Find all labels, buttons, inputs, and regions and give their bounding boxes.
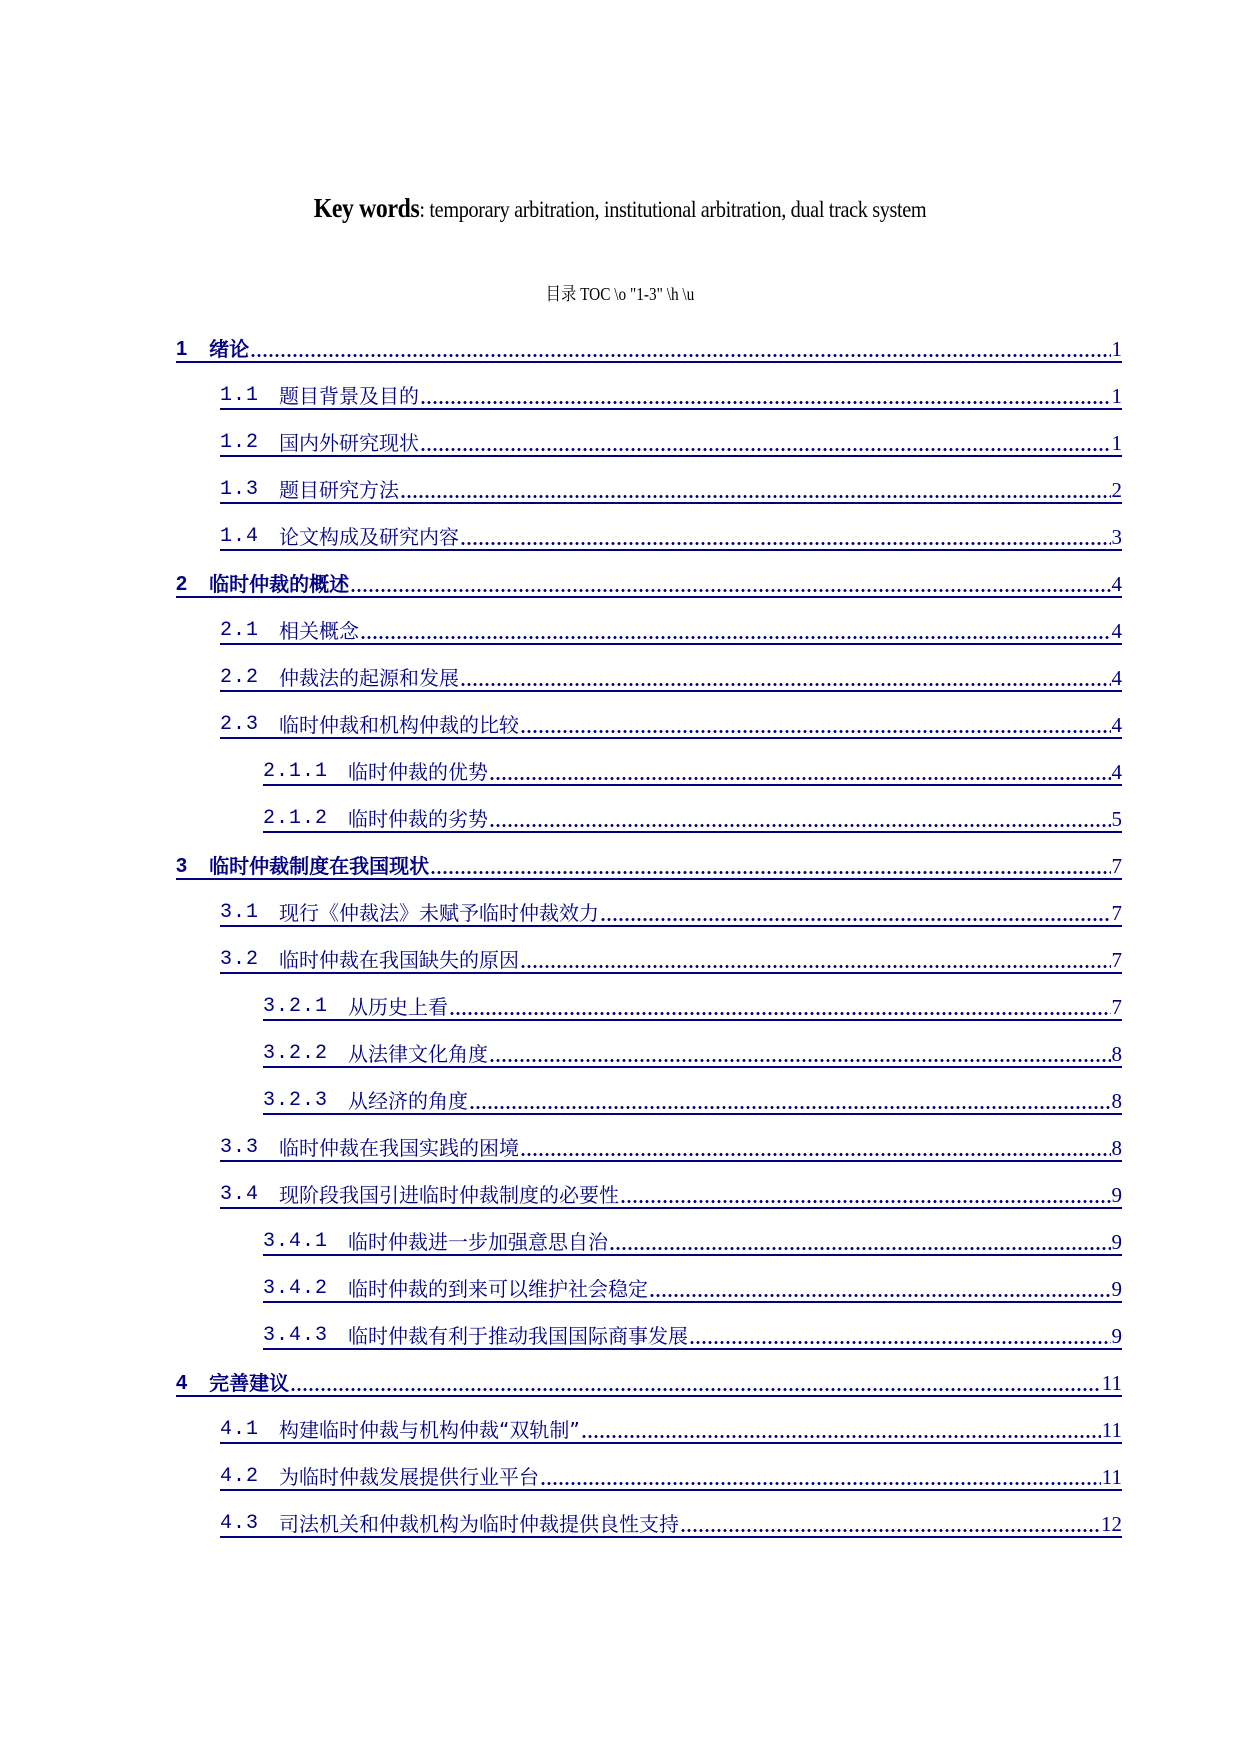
toc-entry-number: 2.1 [220,619,260,642]
toc-entry-page: 11 [1101,1465,1122,1489]
toc-entry-number: 3.4 [220,1183,260,1206]
toc-entry-page: 9 [1111,1277,1122,1301]
toc-entry-number: 3.4.1 [263,1230,329,1253]
toc-entry-number: 3.4.3 [263,1324,329,1347]
toc-entry-2-1[interactable] [220,615,1122,645]
toc-entry-label: 临时仲裁制度在我国现状 [209,854,430,878]
toc-entry-number: 2 [176,573,188,595]
toc-entry-label: 临时仲裁和机构仲裁的比较 [279,713,520,737]
toc-entry-page: 4 [1111,666,1122,690]
dot-leader [489,760,1110,784]
toc-entry-label: 从经济的角度 [348,1089,469,1113]
toc-entry-label: 仲裁法的起源和发展 [279,666,460,690]
toc-entry-number: 1.1 [220,384,260,407]
toc-entry-label: 现阶段我国引进临时仲裁制度的必要性 [279,1183,620,1207]
dot-leader [360,619,1110,643]
toc-entry-number: 3.3 [220,1136,260,1159]
dot-leader [420,384,1110,408]
toc-entry-number: 1.4 [220,525,260,548]
toc-entry-2-2[interactable] [220,662,1122,692]
toc-entry-label: 临时仲裁的概述 [209,572,350,596]
toc-entry-page: 7 [1111,901,1122,925]
toc-entry-3-2-3[interactable] [263,1085,1122,1115]
dot-leader [520,1136,1110,1160]
dot-leader [400,478,1110,502]
dot-leader [420,431,1110,455]
dot-leader [350,572,1110,596]
toc-entry-label: 相关概念 [279,619,360,643]
toc-entry-1-3[interactable] [220,474,1122,504]
toc-entry-label: 临时仲裁的优势 [348,760,489,784]
toc-entry-label: 司法机关和仲裁机构为临时仲裁提供良性支持 [279,1512,680,1536]
toc-entry-2-1-1[interactable] [263,756,1122,786]
dot-leader [460,666,1110,690]
toc-entry-3-2[interactable] [220,944,1122,974]
dot-leader [520,948,1110,972]
toc-entry-label: 临时仲裁在我国缺失的原因 [279,948,520,972]
toc-entry-page: 1 [1111,384,1122,408]
toc-title: 目录 TOC \o "1-3" \h \u [545,284,695,304]
toc-entry-3-4[interactable] [220,1179,1122,1209]
dot-leader [609,1230,1110,1254]
toc-entry-page: 4 [1111,619,1122,643]
toc-entry-page: 8 [1111,1042,1122,1066]
toc-entry-label: 临时仲裁有利于推动我国国际商事发展 [348,1324,689,1348]
toc-entry-label: 临时仲裁在我国实践的困境 [279,1136,520,1160]
toc-entry-3-4-2[interactable] [263,1273,1122,1303]
toc-entry-page: 8 [1111,1089,1122,1113]
toc-entry-3-4-3[interactable] [263,1320,1122,1350]
dot-leader [489,1042,1110,1066]
dot-leader [489,807,1110,831]
toc-entry-number: 2.3 [220,713,260,736]
toc-entry-4[interactable] [176,1367,1122,1397]
toc-entry-3-4-1[interactable] [263,1226,1122,1256]
toc-entry-page: 11 [1101,1418,1122,1442]
toc-entry-number: 3.2.2 [263,1042,329,1065]
toc-entry-3-3[interactable] [220,1132,1122,1162]
toc-entry-label: 临时仲裁的劣势 [348,807,489,831]
toc-entry-page: 4 [1111,713,1122,737]
toc-entry-4-1[interactable] [220,1414,1122,1444]
toc-entry-number: 1.3 [220,478,260,501]
toc-entry-label: 从法律文化角度 [348,1042,489,1066]
toc-entry-1-1[interactable] [220,380,1122,410]
toc-entry-page: 9 [1111,1230,1122,1254]
toc-entry-label: 国内外研究现状 [279,431,420,455]
toc-entry-number: 3.4.2 [263,1277,329,1300]
toc-entry-page: 11 [1101,1371,1122,1395]
dot-leader [581,1418,1101,1442]
toc-entry-3-2-2[interactable] [263,1038,1122,1068]
toc-entry-page: 7 [1111,948,1122,972]
toc-entry-label: 绪论 [209,337,250,361]
toc-entry-label: 构建临时仲裁与机构仲裁“双轨制” [279,1418,580,1442]
toc-entry-number: 1.2 [220,431,260,454]
dot-leader [649,1277,1110,1301]
toc-entry-number: 2.1.1 [263,760,329,783]
toc-entry-1[interactable] [176,333,1122,363]
toc-entry-label: 题目研究方法 [279,478,400,502]
toc-entry-page: 1 [1111,431,1122,455]
toc-entry-number: 1 [176,338,188,360]
toc-entry-page: 9 [1111,1183,1122,1207]
toc-entry-label: 现行《仲裁法》未赋予临时仲裁效力 [279,901,600,925]
dot-leader [600,901,1110,925]
toc-entry-label: 从历史上看 [348,995,449,1019]
toc-entry-number: 3.1 [220,901,260,924]
dot-leader [290,1371,1101,1395]
toc-entry-number: 3.2.1 [263,995,329,1018]
toc-entry-number: 3 [176,855,188,877]
keywords-separator: : [419,197,430,222]
dot-leader [469,1089,1110,1113]
dot-leader [449,995,1110,1019]
toc-entry-page: 1 [1111,337,1122,361]
toc-entry-number: 2.2 [220,666,260,689]
toc-entry-2-3[interactable] [220,709,1122,739]
toc-entry-number: 4.1 [220,1418,260,1441]
toc-entry-label: 临时仲裁的到来可以维护社会稳定 [348,1277,649,1301]
toc-entry-page: 5 [1111,807,1122,831]
dot-leader [620,1183,1110,1207]
dot-leader [680,1512,1100,1536]
toc-entry-3[interactable] [176,850,1122,880]
dot-leader [430,854,1110,878]
toc-entry-page: 8 [1111,1136,1122,1160]
toc-entry-number: 4.2 [220,1465,260,1488]
keywords-label: Key words [313,193,420,223]
dot-leader [520,713,1110,737]
toc-entry-page: 3 [1111,525,1122,549]
toc-entry-3-2-1[interactable] [263,991,1122,1021]
toc-entry-label: 临时仲裁进一步加强意思自治 [348,1230,609,1254]
toc-entry-page: 7 [1111,995,1122,1019]
toc-entry-page: 7 [1111,854,1122,878]
dot-leader [540,1465,1101,1489]
keywords-line [74,193,1165,224]
dot-leader [689,1324,1110,1348]
toc-entry-page: 12 [1101,1512,1122,1536]
toc-entry-page: 2 [1111,478,1122,502]
toc-entry-label: 为临时仲裁发展提供行业平台 [279,1465,540,1489]
toc-entry-number: 3.2.3 [263,1089,329,1112]
toc-entry-page: 9 [1111,1324,1122,1348]
toc-entry-number: 3.2 [220,948,260,971]
toc-entry-label: 题目背景及目的 [279,384,420,408]
toc-entry-label: 完善建议 [209,1371,290,1395]
toc-entry-4-2[interactable] [220,1461,1122,1491]
toc-entry-1-4[interactable] [220,521,1122,551]
toc-entry-2-1-2[interactable] [263,803,1122,833]
keywords-text: temporary arbitration, institutional arbitration, dual track system [429,197,927,222]
toc-entry-label: 论文构成及研究内容 [279,525,460,549]
toc-entry-page: 4 [1111,760,1122,784]
dot-leader [250,337,1110,361]
toc-entry-1-2[interactable] [220,427,1122,457]
toc-entry-4-3[interactable] [220,1508,1122,1538]
toc-entry-2[interactable] [176,568,1122,598]
toc-entry-page: 4 [1111,572,1122,596]
toc-entry-number: 2.1.2 [263,807,329,830]
toc-entry-number: 4.3 [220,1512,260,1535]
dot-leader [460,525,1110,549]
toc-entry-number: 4 [176,1372,188,1394]
toc-entry-3-1[interactable] [220,897,1122,927]
